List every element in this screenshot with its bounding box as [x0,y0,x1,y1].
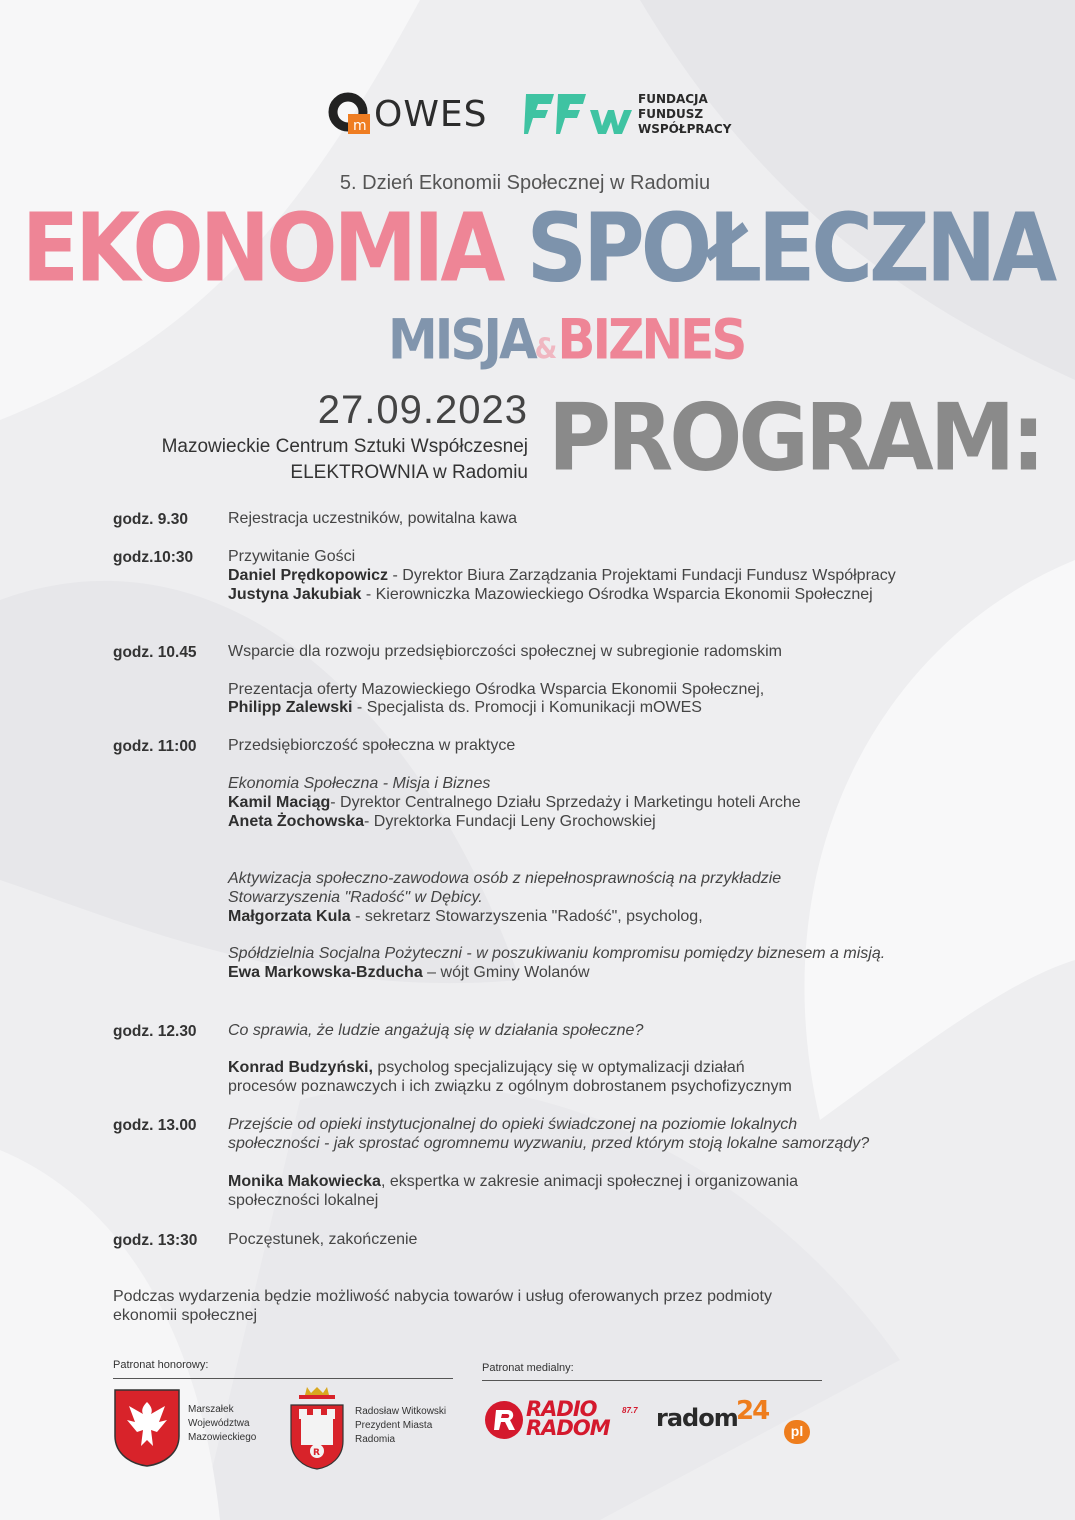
schedule-text: Wsparcie dla rozwoju przedsiębiorczości społecznej w subregionie radomskim [228,643,783,660]
talk-title: Aktywizacja społeczno-zawodowa osób z niepełnosprawnością na przykładzie [228,870,782,887]
speaker-role: społeczności lokalnej [228,1192,379,1209]
speaker-name: Kamil Maciąg [228,794,331,811]
speaker-line [228,908,703,926]
speaker-name: Aneta Żochowska [228,813,365,830]
speaker-role: - sekretarz Stowarzyszenia "Radość", psycholog, [350,908,703,925]
radio-radom-logo [484,1398,640,1444]
talk-title: Co sprawia, że ludzie angażują się w działania społeczne? [228,1022,644,1039]
note-line2: ekonomii społecznej [113,1307,258,1324]
marshal-caption: Marszałek Województwa Mazowieckiego [188,1404,257,1443]
media-patronage-label: Patronat medialny: [482,1362,574,1374]
schedule-time: godz. 12.30 [113,1023,197,1040]
speaker-role: - Kierowniczka Mazowieckiego Ośrodka Wsparcia Ekonomii Społecznej [361,586,873,603]
tagline [388,308,744,372]
event-venue-line2: ELEKTROWNIA w Radomiu [290,462,528,483]
program-heading: PROGRAM: [548,384,1042,492]
speaker-line [228,1059,745,1077]
schedule-time: godz.10:30 [113,549,194,566]
speaker-line [228,1173,798,1191]
mazowieckie-coat-of-arms-icon [113,1388,181,1468]
speaker-name: Daniel Prędkopowicz [228,567,389,584]
headline-word-spoleczna: SPOŁECZNA [526,193,1054,303]
headline [0,193,1075,303]
schedule-time: godz. 10.45 [113,644,197,661]
schedule-text: Prezentacja oferty Mazowieckiego Ośrodka Wsparcia Ekonomii Społecznej, [228,681,765,698]
schedule-text: Rejestracja uczestników, powitalna kawa [228,510,518,527]
mowes-mark-icon [328,92,374,138]
svg-text:m: m [353,118,367,134]
tagline-misja: MISJA [388,308,535,372]
schedule-text: Przedsiębiorczość społeczna w praktyce [228,737,516,754]
mowes-wordmark: OWES [374,94,488,135]
schedule-time: godz. 13.00 [113,1117,197,1134]
speaker-role: - Dyrektorka Fundacji Leny Grochowskiej [364,813,656,830]
speaker-role: - Dyrektor Biura Zarządzania Projektami Fundacji Fundusz Współpracy [388,567,896,584]
schedule-text: Przywitanie Gości [228,548,356,565]
speaker-role: psycholog specjalizujący się w optymalizacji działań [372,1059,745,1076]
tagline-ampersand: & [534,333,558,367]
radio-radom-mark-icon [484,1398,526,1442]
radio-radom-wordmark: RADIO RADOM [526,1397,610,1440]
speaker-role: procesów poznawczych i ich związku z ogólnym dobrostanem psychofizycznym [228,1078,792,1095]
honorary-divider [113,1378,453,1379]
speaker-role: – wójt Gminy Wolanów [422,964,590,981]
svg-text:R: R [313,1448,320,1458]
note-line1: Podczas wydarzenia będzie możliwość nabycia towarów i usług oferowanych przez podmioty [113,1288,772,1305]
speaker-line [228,567,896,585]
radio-frequency: 87.7 [622,1406,638,1415]
ffw-wordmark: FUNDACJA FUNDUSZ WSPÓŁPRACY [638,92,732,136]
headline-word-ekonomia: EKONOMIA [21,193,502,303]
radom24-word: radom [656,1404,738,1432]
speaker-line [228,813,656,831]
talk-title: Ekonomia Społeczna - Misja i Biznes [228,775,491,792]
speaker-role: - Dyrektor Centralnego Działu Sprzedaży i Marketingu hoteli Arche [330,794,801,811]
mowes-logo [328,92,503,138]
honorary-patronage-label: Patronat honorowy: [113,1359,209,1371]
talk-title: Stowarzyszenia "Radość" w Dębicy. [228,889,483,906]
speaker-role: - Specjalista ds. Promocji i Komunikacji mOWES [352,699,702,716]
speaker-name: Małgorzata Kula [228,908,351,925]
speaker-name: Konrad Budzyński, [228,1059,373,1076]
event-date: 27.09.2023 [317,388,528,432]
speaker-name: Monika Makowiecka [228,1173,381,1190]
media-divider [482,1380,822,1381]
speaker-role: , ekspertka w zakresie animacji społecznej i organizowania [380,1173,799,1190]
schedule-time: godz. 11:00 [113,738,197,755]
speaker-name: Justyna Jakubiak [228,586,362,603]
event-subtitle: 5. Dzień Ekonomii Społecznej w Radomiu [339,172,711,194]
speaker-line [228,794,801,812]
ffw-mark-icon [524,90,634,136]
talk-title: Spółdzielnia Socjalna Pożyteczni - w poszukiwaniu kompromisu pomiędzy biznesem a misją. [228,945,886,962]
speaker-line [228,586,873,604]
speaker-line [228,699,702,717]
schedule-time: godz. 9.30 [113,511,188,528]
event-venue-line1: Mazowieckie Centrum Sztuki Współczesnej [161,436,528,457]
radom24-pl-badge: pl [784,1420,810,1444]
talk-title: Przejście od opieki instytucjonalnej do opieki świadczonej na poziomie lokalnych [228,1116,798,1133]
radom-coat-of-arms-icon [289,1385,345,1471]
radom24-number: 24 [736,1396,769,1426]
ffw-logo [524,90,744,140]
tagline-biznes: BIZNES [557,308,745,372]
speaker-line [228,964,590,982]
schedule-time: godz. 13:30 [113,1232,198,1249]
speaker-name: Philipp Zalewski [228,699,353,716]
mayor-caption: Radosław Witkowski Prezydent Miasta Radomia [355,1406,447,1445]
speaker-name: Ewa Markowska-Bzducha [228,964,423,981]
radom24-logo [656,1394,816,1450]
schedule-text: Poczęstunek, zakończenie [228,1231,418,1248]
talk-title: społeczności - jak sprostać ogromnemu wyzwaniu, przed którym stoją lokalne samorządy? [228,1135,870,1152]
